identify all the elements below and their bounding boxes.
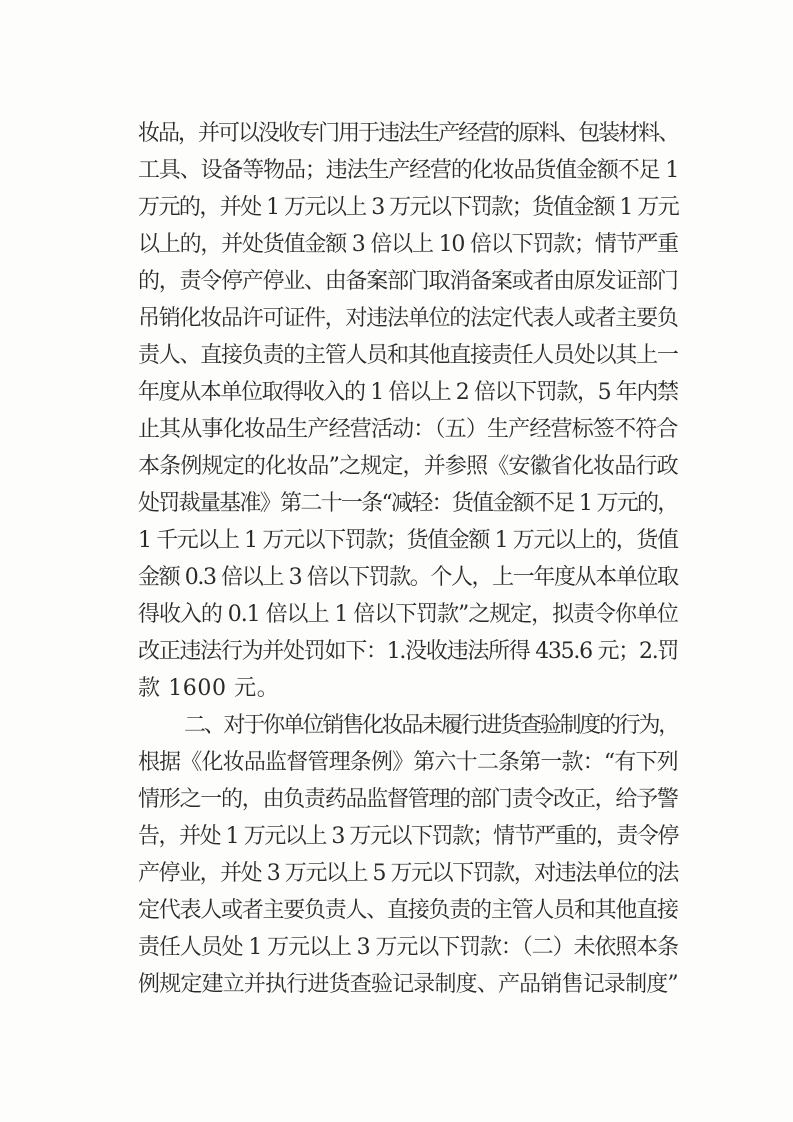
text-line: 改正违法行为并处罚如下：1.没收违法所得 435.6 元；2.罚 bbox=[138, 639, 679, 664]
text-line: 以上的，并处货值金额 3 倍以上 10 倍以下罚款；情节严重 bbox=[138, 232, 678, 257]
text-line: 1 千元以上 1 万元以下罚款；货值金额 1 万元以上的，货值 bbox=[138, 528, 678, 553]
text-line: 二、对于你单位销售化妆品未履行进货查验制度的行为， bbox=[184, 713, 679, 738]
text-line: 金额 0.3 倍以上 3 倍以下罚款。个人，上一年度从本单位取 bbox=[138, 565, 678, 590]
text-line: 款 1600 元。 bbox=[138, 676, 280, 701]
text-line: 止其从事化妆品生产经营活动：（五）生产经营标签不符合 bbox=[138, 417, 678, 442]
text-line: 产停业，并处 3 万元以上 5 万元以下罚款，对违法单位的法 bbox=[138, 861, 678, 886]
text-line: 责任人员处 1 万元以上 3 万元以下罚款：（二）未依照本条 bbox=[138, 935, 678, 960]
text-line: 处罚裁量基准》第二十一条“减轻：货值金额不足 1 万元的， bbox=[138, 491, 678, 516]
text-line: 本条例规定的化妆品”之规定，并参照《安徽省化妆品行政 bbox=[138, 454, 678, 479]
text-line: 的，责令停产停业、由备案部门取消备案或者由原发证部门 bbox=[138, 269, 678, 294]
text-line: 例规定建立并执行进货查验记录制度、产品销售记录制度” bbox=[138, 972, 678, 997]
text-line: 告，并处 1 万元以上 3 万元以下罚款；情节严重的，责令停 bbox=[138, 824, 678, 849]
text-line: 根据《化妆品监督管理条例》第六十二条第一款：“有下列 bbox=[138, 750, 678, 775]
text-line: 工具、设备等物品；违法生产经营的化妆品货值金额不足 1 bbox=[138, 158, 679, 183]
text-line: 责人、直接负责的主管人员和其他直接责任人员处以其上一 bbox=[138, 343, 678, 368]
text-line: 情形之一的，由负责药品监督管理的部门责令改正，给予警 bbox=[138, 787, 678, 812]
text-line: 得收入的 0.1 倍以上 1 倍以下罚款”之规定，拟责令你单位 bbox=[138, 602, 678, 627]
text-line: 妆品，并可以没收专门用于违法生产经营的原料、包装材料、 bbox=[138, 121, 679, 146]
text-line: 年度从本单位取得收入的 1 倍以上 2 倍以下罚款，5 年内禁 bbox=[138, 380, 678, 405]
text-line: 吊销化妆品许可证件，对违法单位的法定代表人或者主要负 bbox=[138, 306, 678, 331]
text-line: 定代表人或者主要负责人、直接负责的主管人员和其他直接 bbox=[138, 898, 678, 923]
text-line: 万元的，并处 1 万元以上 3 万元以下罚款；货值金额 1 万元 bbox=[138, 195, 679, 220]
